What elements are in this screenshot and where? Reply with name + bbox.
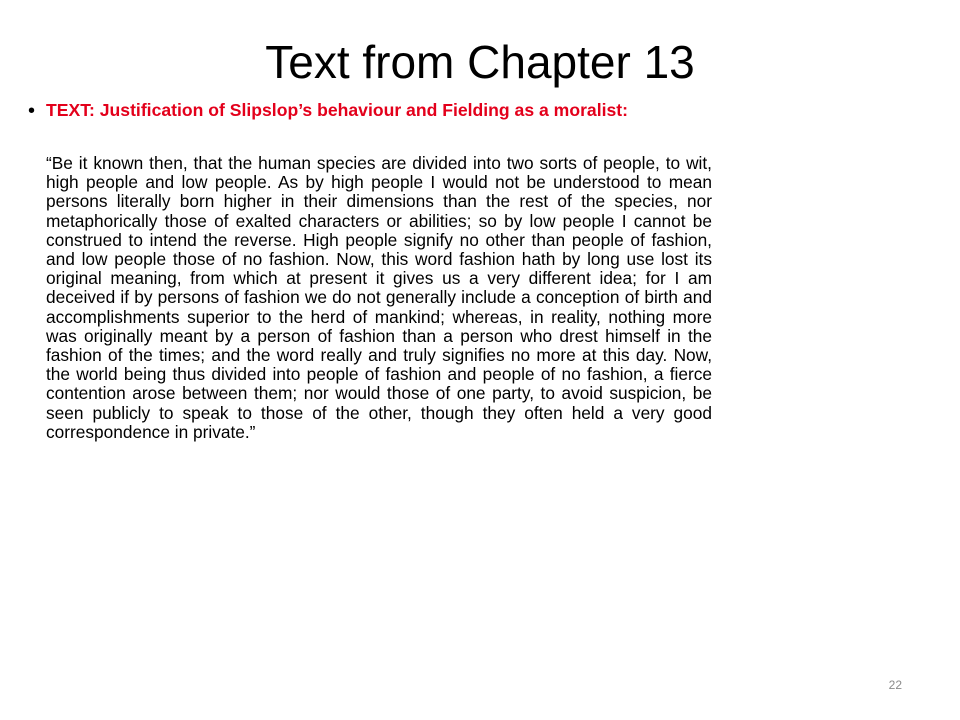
page-number: 22: [888, 678, 902, 692]
slide-title: Text from Chapter 13: [265, 36, 695, 88]
bullet-icon: •: [28, 100, 36, 122]
bullet-heading: TEXT: Justification of Slipslop’s behaviour and Fielding as a moralist:: [46, 100, 628, 120]
quote-paragraph: “Be it known then, that the human species are divided into two sorts of people, to wit, high people and low people. As by high people I would not be understood to mean persons literally born higher in their dimensions than the rest of the species, nor metaphorically those of exalted characters or abilities; so by low people I cannot be construed to intend the reverse. High people signify no other than people of fashion, and low people those of no fashion. Now, this word fashion hath by long use lost its original meaning, from which at present it gives us a very different idea; for I am deceived if by persons of fashion we do not generally include a conception of birth and accomplishments superior to the herd of mankind; whereas, in reality, nothing more was originally meant by a person of fashion than a person who drest himself in the fashion of the times; and the word really and truly signifies no more at this day. Now, the world being thus divided into people of fashion and people of no fashion, a fierce contention arose between them; nor would those of one party, to avoid suspicion, be seen publicly to speak to those of the other, though they often held a very good correspondence in private.”: [46, 153, 712, 442]
